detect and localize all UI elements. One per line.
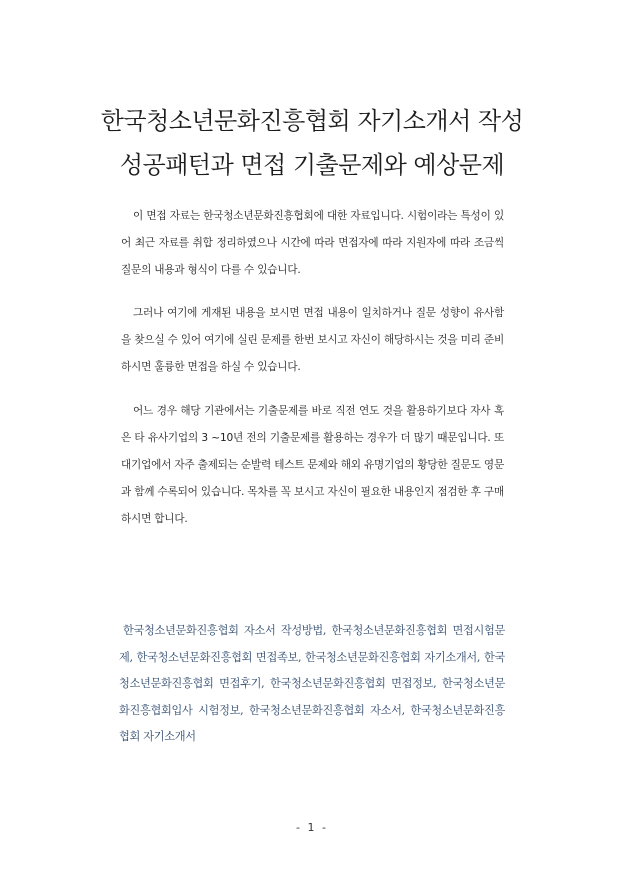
document-title-line-1: 한국청소년문화진흥협회 자기소개서 작성 — [100, 107, 524, 135]
document-title-line-2: 성공패턴과 면접 기출문제와 예상문제 — [119, 151, 505, 179]
intro-paragraph-2: 그러나 여기에 게재된 내용을 보시면 면접 내용이 일치하거나 질문 성향이 유사함을 찾으실 수 있어 여기에 실린 문제를 한번 보시고 자신이 해당하시는 것을 미리 준비하시면 훌륭한 면접을 하실 수 있습니다. — [121, 307, 504, 373]
intro-paragraph-1: 이 면접 자료는 한국청소년문화진흥협회에 대한 자료입니다. 시험이라는 특성이 있어 최근 자료를 취합 정리하였으나 시간에 따라 면접자에 따라 지원자에 따라 조금씩 질문의 내용과 형식이 다를 수 있습니다. — [121, 210, 504, 276]
intro-paragraph-3: 어느 경우 해당 기관에서는 기출문제를 바로 직전 연도 것을 활용하기보다 자사 혹은 타 유사기업의 3 ~10년 전의 기출문제를 활용하는 경우가 더 많기 때문입니다. 또 대기업에서 자주 출제되는 순발력 테스트 문제와 해외 유명기업의 황당한 질문도 영문과 함께 수록되어 있습니다. 목차를 꼭 보시고 자신이 필요한 내용인지 점검한 후 구매하시면 합니다. — [121, 405, 504, 525]
keyword-list: 한국청소년문화진흥협회 자소서 작성방법, 한국청소년문화진흥협회 면접시험문제, 한국청소년문화진흥협회 면접족보, 한국청소년문화진흥협회 자기소개서, 한국청소년문화진흥협회 면접후기, 한국청소년문화진흥협회 면접정보, 한국청소년문화진흥협회입사 시험정보, 한국청소년문화진흥협회 자소서, 한국청소년문화진흥협회 자기소개서 — [119, 624, 505, 743]
page-number: - 1 - — [296, 821, 328, 834]
